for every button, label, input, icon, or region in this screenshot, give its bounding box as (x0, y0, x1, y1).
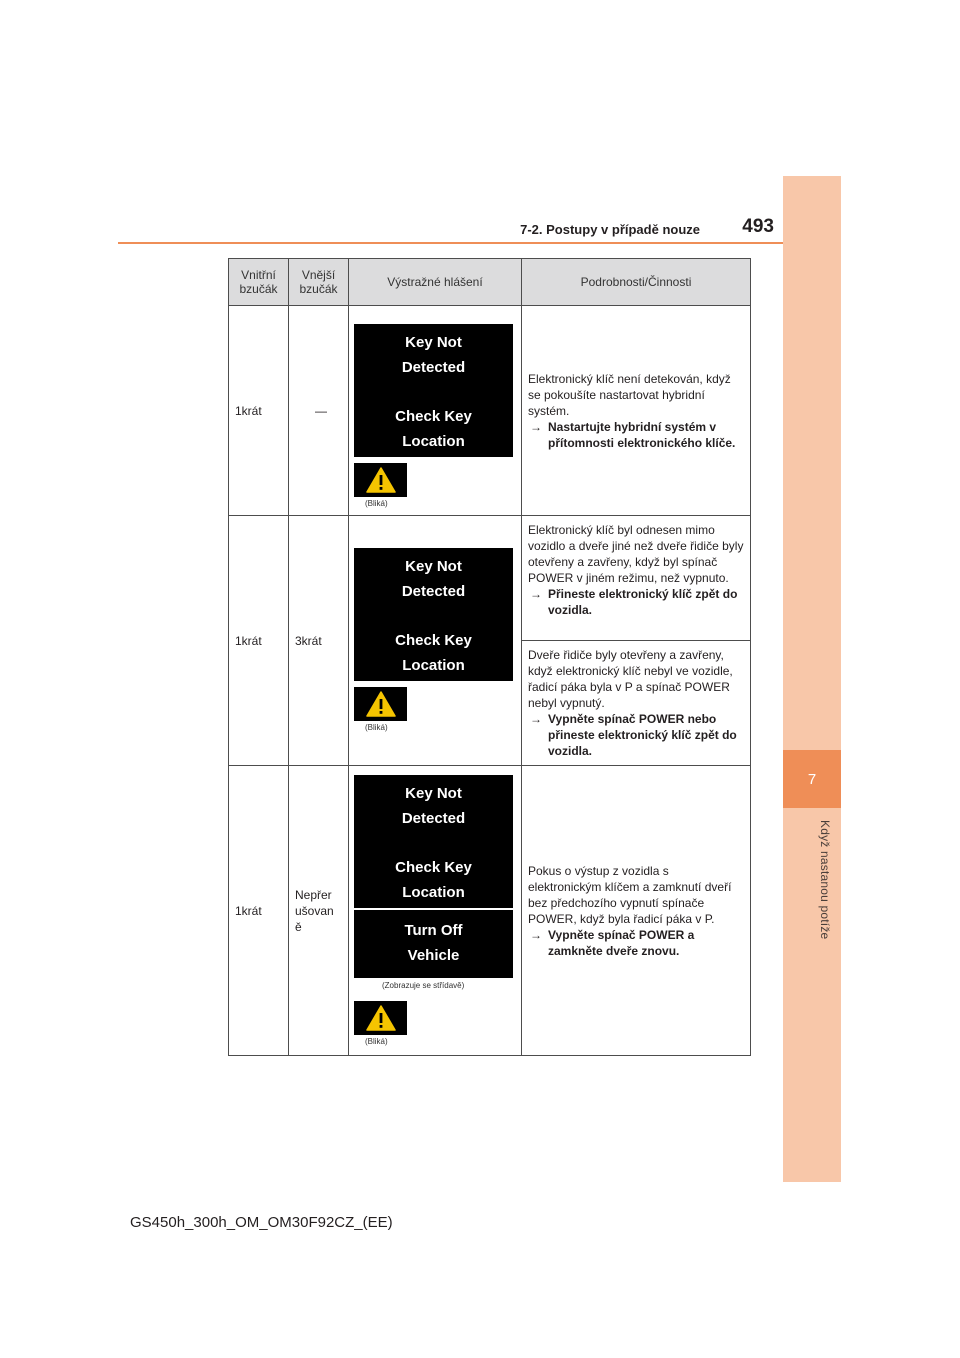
chapter-number: 7 (783, 750, 841, 808)
detail-description: Elektronický klíč není detekován, když se pokoušíte nastartovat hybridní systém. (528, 371, 731, 418)
detail-description: Pokus o výstup z vozidla s elektronickým klíčem a zamknutí dveří bez předchozího vypnutí spínače POWER, když byla řadicí páka v P. (528, 863, 732, 926)
right-arrow-icon: → (530, 712, 542, 726)
inner-buzzer-cell: 1krát (229, 306, 289, 516)
alternates-note: (Zobrazuje se střídavě) (382, 980, 465, 990)
outer-buzzer-text: Nepřerušovaně (295, 887, 334, 934)
header-outer-buzzer: Vnější bzučák (289, 259, 349, 306)
warning-triangle-icon (366, 691, 396, 717)
display-line: Detected (401, 359, 466, 376)
detail-description: Elektronický klíč byl odnesen mimo vozidlo a dveře jiné než dveře řidiče byly otevřeny a zavřeny, když byl spínač POWER v jiném režimu, než vypnuto. (528, 523, 744, 585)
details-cell (522, 306, 751, 516)
detail-action: → Přineste elektronický klíč zpět do vozidla. (530, 587, 738, 617)
display-line: Vehicle (407, 946, 460, 964)
warning-triangle-icon (366, 1005, 396, 1031)
display-line: Key Not (405, 558, 462, 575)
details-cell (522, 516, 751, 766)
detail-action: → Nastartujte hybridní systém v přítomnosti elektronického klíče. (530, 419, 736, 450)
dash: — (315, 403, 327, 418)
warning-table (228, 258, 751, 1056)
detail-block (522, 640, 750, 765)
section-title: 7-2. Postupy v případě nouze (520, 222, 700, 237)
display-line: Check Key (395, 408, 472, 425)
page-number: 493 (742, 216, 774, 237)
inner-buzzer-cell: 1krát (229, 516, 289, 766)
outer-buzzer-cell: 3krát (289, 516, 349, 766)
display-key-not-detected (354, 548, 513, 681)
display-line: Key Not (405, 334, 462, 351)
right-arrow-icon: → (530, 927, 542, 942)
header-inner-buzzer: Vnitřní bzučák (229, 259, 289, 306)
header-details: Podrobnosti/Činnosti (522, 259, 751, 306)
warning-triangle-icon (366, 467, 396, 493)
table-row (229, 306, 751, 516)
display-line: Location (402, 433, 465, 450)
display-line: Detected (401, 583, 466, 600)
display-line: Check Key (395, 632, 472, 649)
outer-buzzer-cell (289, 766, 349, 1056)
outer-buzzer-cell (289, 306, 349, 516)
warning-message-cell (349, 766, 522, 1056)
display-line: Detected (401, 809, 466, 827)
inner-buzzer-cell: 1krát (229, 766, 289, 1056)
blinks-note: (Bliká) (365, 723, 388, 732)
display-line: Location (402, 657, 465, 674)
warning-light (354, 687, 407, 721)
chapter-side-tab (783, 176, 841, 1182)
detail-block (522, 516, 750, 640)
header-warning-message: Výstražné hlášení (349, 259, 522, 306)
warning-light (354, 1001, 407, 1035)
display-key-not-detected (354, 324, 513, 457)
warning-message-cell (349, 306, 522, 516)
display-line: Location (402, 883, 465, 901)
table-header-row (229, 259, 751, 306)
details-cell (522, 766, 751, 1056)
display-line: Key Not (405, 784, 462, 802)
display-line: Check Key (395, 858, 472, 876)
blinks-note: (Bliká) (365, 499, 388, 508)
blinks-note: (Bliká) (365, 1036, 388, 1046)
document-code: GS450h_300h_OM_OM30F92CZ_(EE) (130, 1214, 393, 1231)
display-turn-off-vehicle (354, 910, 513, 978)
right-arrow-icon: → (530, 587, 542, 601)
chapter-title: Když nastanou potíže (818, 820, 832, 940)
detail-action: → Vypněte spínač POWER nebo přineste elektronický klíč zpět do vozidla. (530, 712, 737, 758)
display-line: Turn Off (404, 921, 463, 939)
display-key-not-detected (354, 775, 513, 908)
warning-light (354, 463, 407, 497)
table-row (229, 516, 751, 766)
detail-action: → Vypněte spínač POWER a zamkněte dveře znovu. (530, 927, 695, 958)
header-rule (118, 242, 783, 244)
warning-message-cell (349, 516, 522, 766)
table-row (229, 766, 751, 1056)
right-arrow-icon: → (530, 419, 542, 434)
detail-description: Dveře řidiče byly otevřeny a zavřeny, když elektronický klíč nebyl ve vozidle, řadicí páka byla v P a spínač POWER nebyl vypnutý. (528, 648, 733, 710)
